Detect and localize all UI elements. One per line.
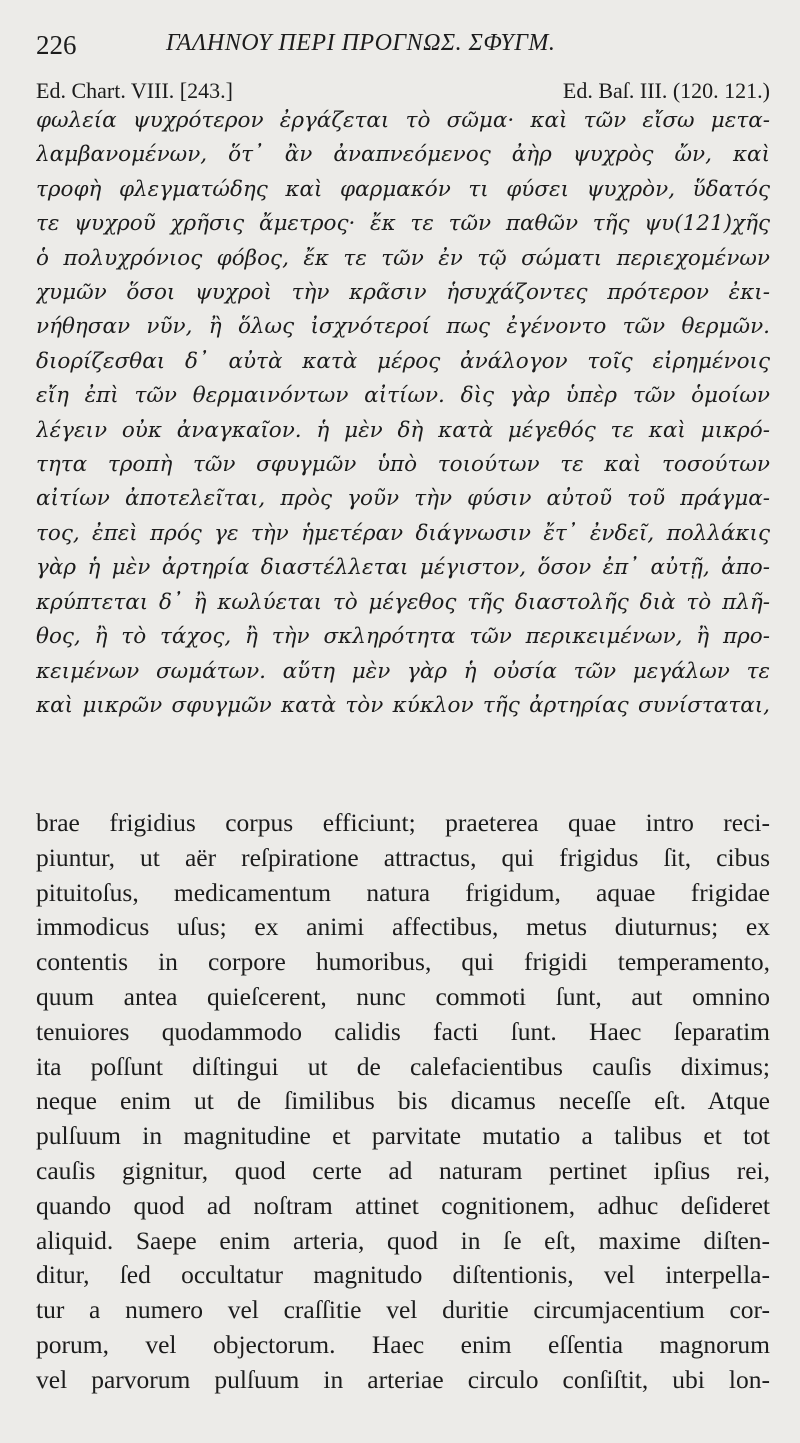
latin-line: tur a numero vel craſſitie vel duritie circumjacentium cor- [36, 1295, 770, 1325]
latin-line: aliquid. Saepe enim arteria, quod in ſe eſt, maxime diſten- [36, 1225, 770, 1255]
greek-line: τητα τροπὴ τῶν σφυγμῶν ὑπὸ τοιούτων τε καὶ τοσούτων [36, 452, 770, 478]
edition-chartier-ref: Ed. Chart. VIII. [243.] [36, 78, 233, 103]
greek-line: διορίζεσθαι δ᾽ αὐτὰ κατὰ μέρος ἀνάλογον τοῖς εἰρημένοις [36, 348, 770, 374]
latin-line: piuntur, ut aër reſpiratione attractus, qui frigidus ſit, cibus [36, 842, 770, 872]
page-header [36, 30, 770, 64]
latin-line: cauſis gignitur, quod certe ad naturam pertinet ipſius rei, [36, 1155, 770, 1185]
greek-text-block [36, 104, 770, 723]
latin-line: pituitoſus, medicamentum natura frigidum, aquae frigidae [36, 877, 770, 907]
greek-line: λαμβανομένων, ὅτ᾽ ἂν ἀναπνεόμενος ἀὴρ ψυχρὸς ὤν, καὶ [36, 142, 770, 168]
latin-line: vel parvorum pulſuum in arteriae circulo conſiſtit, ubi lon- [36, 1364, 770, 1394]
greek-line: τροφὴ φλεγματώδης καὶ φαρμακόν τι φύσει ψυχρὸν, ὕδατός [36, 176, 770, 202]
latin-line: porum, vel objectorum. Haec enim eſſentia magnorum [36, 1329, 770, 1359]
greek-line: θος, ἢ τὸ τάχος, ἢ τὴν σκληρότητα τῶν περικειμένων, ἢ προ- [36, 624, 770, 650]
latin-line: immodicus uſus; ex animi affectibus, metus diuturnus; ex [36, 912, 770, 942]
greek-line: τε ψυχροῦ χρῆσις ἄμετρος· ἔκ τε τῶν παθῶν τῆς ψυ(121)χῆς [36, 211, 770, 237]
greek-line: κειμένων σωμάτων. αὕτη μὲν γὰρ ἡ οὐσία τῶν μεγάλων τε [36, 658, 770, 684]
edition-basel-ref: Ed. Baſ. III. (120. 121.) [562, 78, 770, 103]
greek-line: αἰτίων ἀποτελεῖται, πρὸς γοῦν τὴν φύσιν αὐτοῦ τοῦ πράγμα- [36, 486, 770, 512]
greek-line: ὁ πολυχρόνιος φόβος, ἔκ τε τῶν ἐν τῷ σώματι περιεχομένων [36, 245, 770, 271]
greek-line: λέγειν οὐκ ἀναγκαῖον. ἡ μὲν δὴ κατὰ μέγεθός τε καὶ μικρό- [36, 417, 770, 443]
latin-line: quando quod ad noſtram attinet cognitionem, adhuc deſideret [36, 1190, 770, 1220]
latin-line: ita poſſunt diſtingui ut de calefacientibus cauſis diximus; [36, 1051, 770, 1081]
latin-line: neque enim ut de ſimilibus bis dicamus neceſſe eſt. Atque [36, 1086, 770, 1116]
greek-line: τος, ἐπεὶ πρός γε τὴν ἡμετέραν διάγνωσιν ἔτ᾽ ἐνδεῖ, πολλάκις [36, 520, 770, 546]
latin-line: quum antea quieſcerent, nunc commoti ſunt, aut omnino [36, 981, 770, 1011]
greek-line: καὶ μικρῶν σφυγμῶν κατὰ τὸν κύκλον τῆς ἀρτηρίας συνίσταται, [36, 692, 770, 718]
latin-line: ditur, ſed occultatur magnitudo diſtentionis, vel interpella- [36, 1260, 770, 1290]
greek-line: κρύπτεται δ᾽ ἢ κωλύεται τὸ μέγεθος τῆς διαστολῆς διὰ τὸ πλῆ- [36, 589, 770, 615]
latin-line: tenuiores quodammodo calidis facti ſunt. Haec ſeparatim [36, 1016, 770, 1046]
running-title: ΓΑΛΗΝΟΥ ΠΕΡΙ ΠΡΟΓΝΩΣ. ΣΦΥΓΜ. [166, 30, 556, 56]
greek-line: φωλεία ψυχρότερον ἐργάζεται τὸ σῶμα· καὶ τῶν εἴσω μετα- [36, 108, 770, 133]
greek-line: νήθησαν νῦν, ἢ ὅλως ἰσχνότεροί πως ἐγένοντο τῶν θερμῶν. [36, 314, 770, 340]
latin-text-block [36, 806, 770, 1398]
page-number: 226 [36, 30, 77, 60]
greek-line: εἴη ἐπὶ τῶν θερμαινόντων αἰτίων. δὶς γὰρ ὑπὲρ τῶν ὁμοίων [36, 383, 770, 409]
latin-line: brae frigidius corpus efficiunt; praeterea quae intro reci- [36, 808, 770, 837]
latin-line: pulſuum in magnitudine et parvitate mutatio a talibus et tot [36, 1121, 770, 1151]
greek-line: χυμῶν ὅσοι ψυχροὶ τὴν κρᾶσιν ἡσυχάζοντες πρότερον ἐκι- [36, 280, 770, 306]
greek-line: γὰρ ἡ μὲν ἀρτηρία διαστέλλεται μέγιστον, ὅσον ἐπ᾽ αὐτῇ, ἀπο- [36, 555, 770, 581]
latin-line: contentis in corpore humoribus, qui frigidi temperamento, [36, 947, 770, 977]
